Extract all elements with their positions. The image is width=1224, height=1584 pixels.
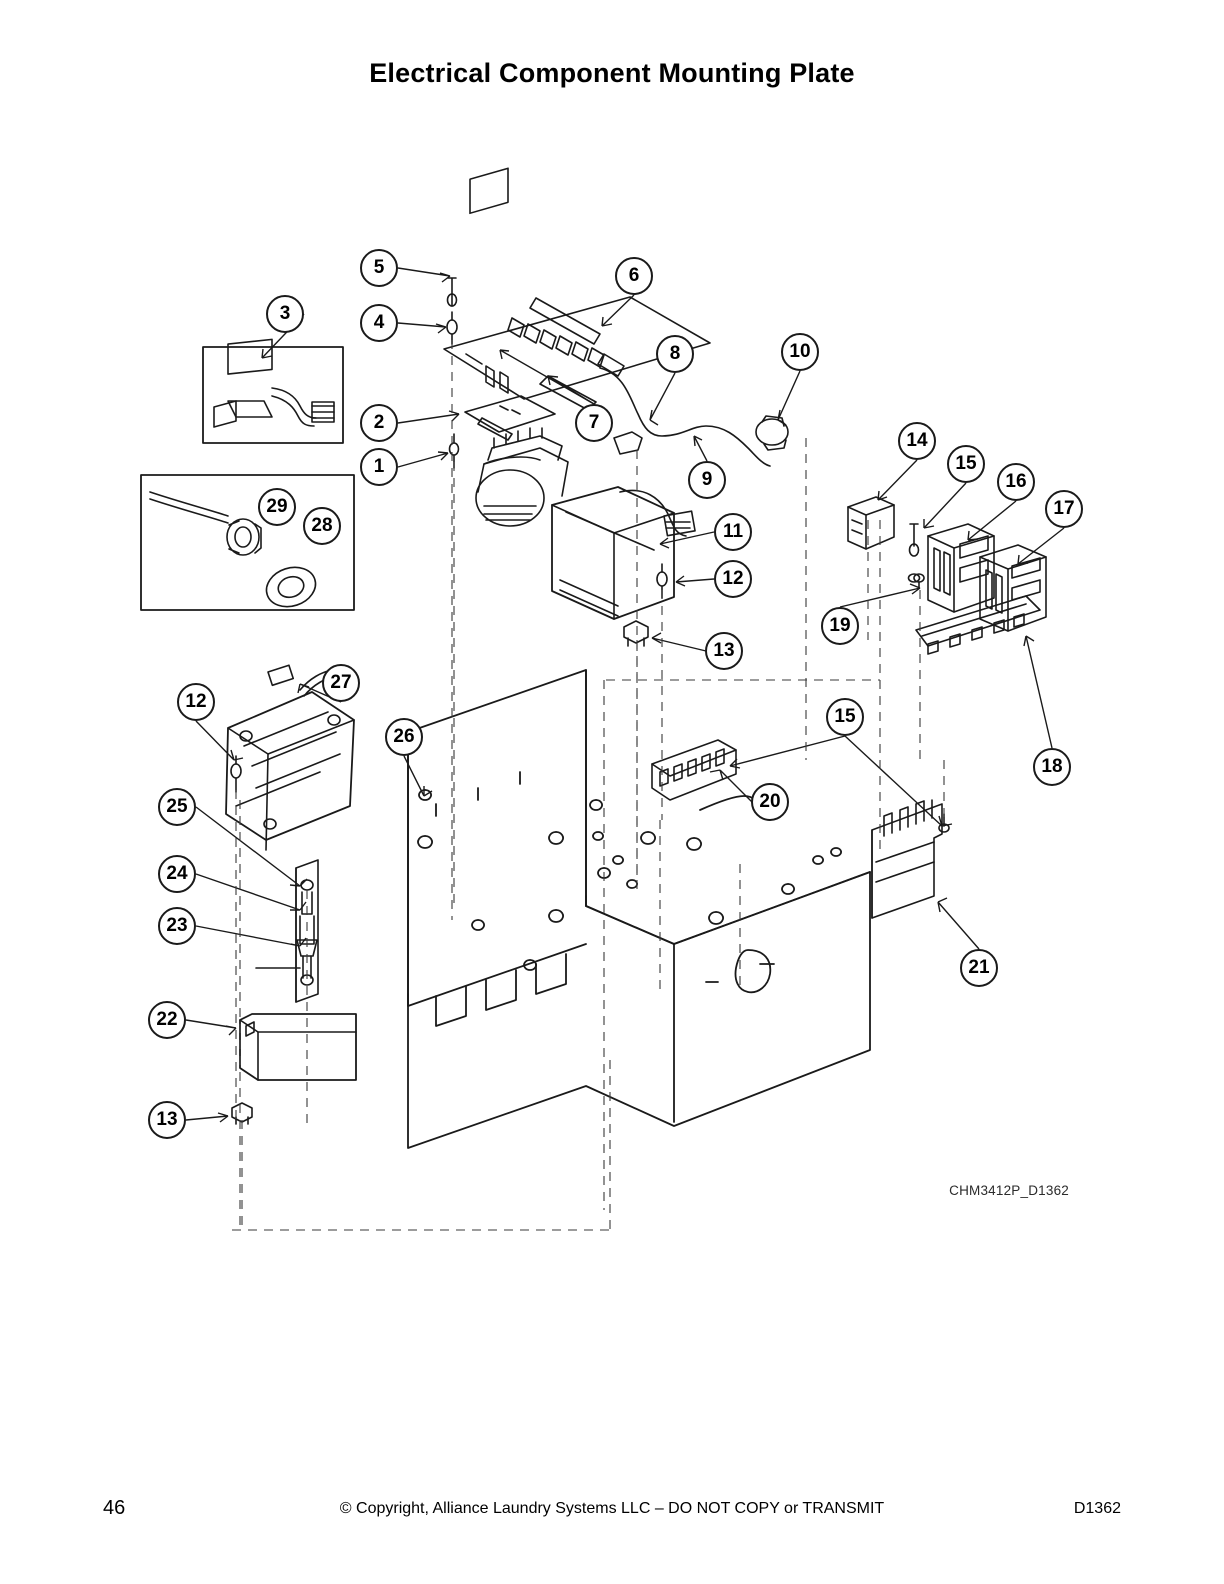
page-title: Electrical Component Mounting Plate [369, 58, 855, 88]
callout-4: 4 [360, 304, 398, 342]
callout-6: 6 [615, 257, 653, 295]
callout-5: 5 [360, 249, 398, 287]
callout-15: 15 [826, 698, 864, 736]
callout-24: 24 [158, 855, 196, 893]
callout-7: 7 [575, 404, 613, 442]
callout-12: 12 [177, 683, 215, 721]
callout-26: 26 [385, 718, 423, 756]
callout-29: 29 [258, 488, 296, 526]
callout-1: 1 [360, 448, 398, 486]
callout-22: 22 [148, 1001, 186, 1039]
callout-9: 9 [688, 461, 726, 499]
callout-13: 13 [148, 1101, 186, 1139]
callout-14: 14 [898, 422, 936, 460]
callout-11: 11 [714, 513, 752, 551]
copyright-notice: © Copyright, Alliance Laundry Systems LLC – DO NOT COPY or TRANSMIT [339, 1500, 885, 1517]
callout-2: 2 [360, 404, 398, 442]
callout-18: 18 [1033, 748, 1071, 786]
callout-21: 21 [960, 949, 998, 987]
callout-12: 12 [714, 560, 752, 598]
callout-19: 19 [821, 607, 859, 645]
callout-28: 28 [303, 507, 341, 545]
callout-20: 20 [751, 783, 789, 821]
callout-17: 17 [1045, 490, 1083, 528]
callout-16: 16 [997, 463, 1035, 501]
document-id: D1362 [1073, 1500, 1121, 1517]
callout-8: 8 [656, 335, 694, 373]
callout-27: 27 [322, 664, 360, 702]
callout-15: 15 [947, 445, 985, 483]
page-number: 46 [103, 1497, 126, 1519]
callout-25: 25 [158, 788, 196, 826]
callout-13: 13 [705, 632, 743, 670]
exploded-parts-diagram [0, 120, 1224, 1460]
callout-23: 23 [158, 907, 196, 945]
callout-10: 10 [781, 333, 819, 371]
drawing-code: CHM3412P_D1362 [949, 1183, 1069, 1198]
callout-3: 3 [266, 295, 304, 333]
